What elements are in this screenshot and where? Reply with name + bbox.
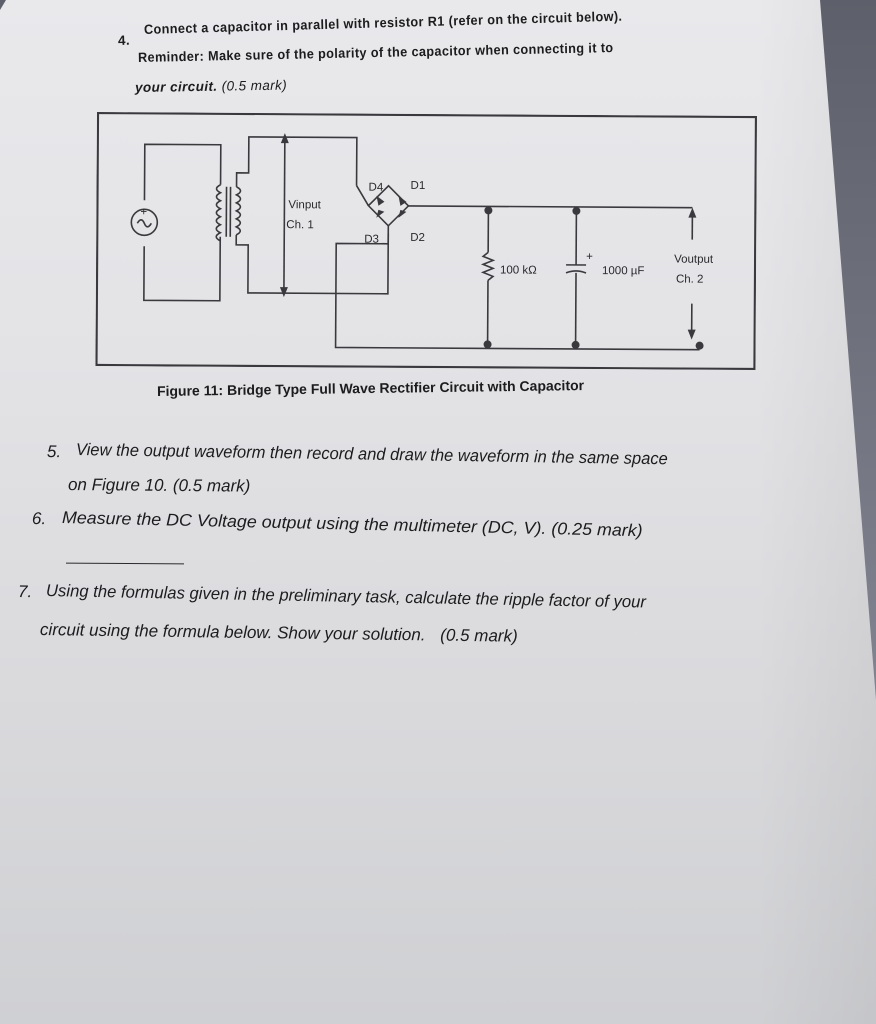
q5-line2: on Figure 10. (0.5 mark): [67, 475, 251, 496]
q7-line1: Using the formulas given in the preliminary task, calculate the ripple factor of your: [45, 581, 647, 612]
label-d4: D4: [368, 181, 384, 194]
q6-number: 6.: [31, 509, 47, 529]
label-d2: D2: [410, 231, 425, 245]
label-d1: D1: [410, 179, 426, 193]
label-voutput: Voutput: [674, 253, 714, 266]
label-ch1: Ch. 1: [286, 219, 314, 232]
circuit-diagram: [95, 112, 757, 370]
output-rail-bottom: [336, 225, 701, 349]
label-cap-plus: +: [586, 250, 593, 264]
figure-border: [96, 113, 756, 369]
label-source-plus: +: [140, 206, 148, 219]
output-rail-top: [408, 206, 692, 208]
q7-mark: (0.5 mark): [440, 625, 518, 646]
label-ch2: Ch. 2: [675, 273, 704, 286]
primary-coil: [216, 185, 220, 241]
secondary-coil: [236, 187, 240, 235]
q7-line2-text: circuit using the formula below. Show your solution.: [39, 620, 426, 645]
secondary-wire-top: [237, 137, 357, 188]
q4-line1: Connect a capacitor in parallel with resistor R1 (refer on the circuit below).: [143, 8, 623, 37]
label-capacitor: 1000 µF: [602, 265, 645, 278]
source-wire-top: [144, 144, 220, 200]
label-resistor: 100 kΩ: [500, 264, 537, 277]
capacitor-plate-bottom: [566, 271, 586, 273]
q4-line3-bold: your circuit.: [134, 78, 218, 95]
q4-mark: (0.5 mark): [221, 77, 288, 94]
label-vinput: Vinput: [288, 199, 321, 212]
q5-line1: View the output waveform then record and draw the waveform in the same space: [75, 440, 668, 469]
q5-number: 5.: [46, 442, 62, 462]
source-wire-bottom: [144, 236, 220, 300]
circuit-figure: [95, 112, 757, 370]
q6-line1: Measure the DC Voltage output using the multimeter (DC, V). (0.25 mark): [61, 508, 643, 541]
q7-number: 7.: [17, 582, 33, 602]
vinput-probe: [284, 139, 285, 291]
label-d3: D3: [364, 233, 379, 246]
figure-caption: Figure 11: Bridge Type Full Wave Rectifier Circuit with Capacitor: [156, 377, 585, 399]
q4-line3: [135, 78, 287, 95]
resistor-symbol: [483, 252, 493, 280]
q4-line2: Reminder: Make sure of the polarity of the capacitor when connecting it to: [137, 40, 614, 65]
q4-number: 4.: [117, 32, 131, 48]
